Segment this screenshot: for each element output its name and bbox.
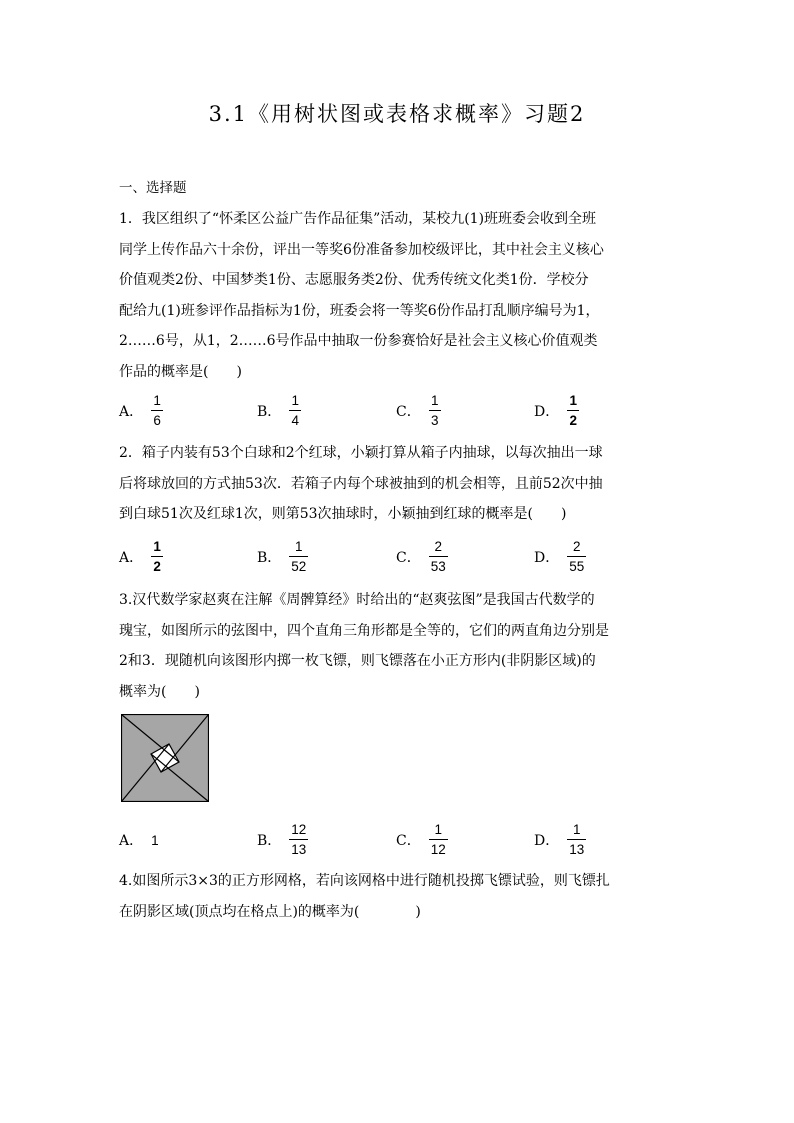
fraction-bar bbox=[289, 839, 308, 840]
denominator: 6 bbox=[153, 413, 161, 428]
denominator: 2 bbox=[153, 559, 161, 574]
page-title: 3.1《用树状图或表格求概率》习题2 bbox=[208, 102, 586, 126]
question-2-line: 到白球51次及红球1次，则第53次抽球时，小颖抽到红球的概率是( ) bbox=[119, 506, 567, 522]
zhao-shuang-chord-figure bbox=[121, 714, 209, 802]
denominator: 12 bbox=[430, 842, 446, 857]
question-1-line: 2……6号，从1，2……6号作品中抽取一份参赛恰好是社会主义核心价值观类 bbox=[119, 333, 598, 349]
question-1-line: 价值观类2份、中国梦类1份、志愿服务类2份、优秀传统文化类1份．学校分 bbox=[119, 272, 589, 288]
option-d bbox=[534, 537, 586, 577]
fraction bbox=[151, 539, 163, 575]
numerator: 1 bbox=[291, 393, 300, 408]
denominator: 52 bbox=[291, 559, 307, 574]
option-a bbox=[119, 537, 163, 577]
denominator: 55 bbox=[569, 559, 585, 574]
numerator: 1 bbox=[572, 822, 581, 837]
fraction-bar bbox=[567, 839, 586, 840]
denominator: 2 bbox=[569, 413, 577, 428]
option-d bbox=[534, 391, 579, 431]
numerator: 1 bbox=[153, 393, 161, 408]
option-label: C． bbox=[396, 550, 421, 566]
fraction-bar bbox=[289, 410, 301, 411]
option-c bbox=[396, 537, 448, 577]
option-b bbox=[257, 537, 308, 577]
option-label: A． bbox=[119, 404, 144, 420]
denominator: 13 bbox=[291, 842, 307, 857]
question-2-line: 2．箱子内装有53个白球和2个红球，小颖打算从箱子内抽球，以每次抽出一球 bbox=[119, 445, 603, 461]
option-a bbox=[119, 820, 159, 860]
question-1-line: 同学上传作品六十余份，评出一等奖6份准备参加校级评比，其中社会主义核心 bbox=[119, 241, 604, 258]
option-a bbox=[119, 391, 163, 431]
fraction bbox=[567, 539, 586, 575]
option-label: B． bbox=[257, 404, 282, 420]
fraction-bar bbox=[567, 556, 586, 557]
fraction-bar bbox=[289, 556, 308, 557]
fraction bbox=[289, 393, 301, 429]
question-4-line: 4.如图所示3×3的正方形网格，若向该网格中进行随机投掷飞镖试验，则飞镖扎 bbox=[119, 873, 610, 889]
fraction bbox=[429, 539, 448, 575]
section-heading: 一、选择题 bbox=[119, 180, 187, 196]
option-label: D． bbox=[534, 550, 560, 566]
question-1-line: 1．我区组织了“怀柔区公益广告作品征集”活动，某校九(1)班班委会收到全班 bbox=[119, 211, 597, 227]
denominator: 53 bbox=[430, 559, 446, 574]
question-3-line: 概率为( ) bbox=[119, 683, 200, 700]
option-label: A． bbox=[119, 550, 144, 566]
option-c bbox=[396, 391, 441, 431]
question-1 bbox=[119, 204, 677, 387]
option-value: 1 bbox=[151, 832, 159, 848]
option-c bbox=[396, 820, 448, 860]
fraction-bar bbox=[429, 556, 448, 557]
numerator: 2 bbox=[572, 539, 581, 554]
option-label: D． bbox=[534, 833, 560, 849]
fraction-bar bbox=[151, 556, 163, 557]
numerator: 1 bbox=[295, 539, 303, 554]
fraction-bar bbox=[151, 410, 163, 411]
fraction bbox=[151, 393, 163, 429]
option-label: C． bbox=[396, 833, 421, 849]
denominator: 13 bbox=[569, 842, 585, 857]
fraction-bar bbox=[567, 410, 579, 411]
numerator: 12 bbox=[291, 822, 307, 837]
numerator: 1 bbox=[153, 539, 161, 554]
question-2-options bbox=[119, 537, 679, 577]
option-b bbox=[257, 391, 301, 431]
numerator: 1 bbox=[569, 393, 577, 408]
fraction bbox=[567, 393, 579, 429]
fraction-bar bbox=[429, 410, 441, 411]
denominator: 3 bbox=[430, 413, 439, 428]
question-3 bbox=[119, 585, 677, 707]
question-3-line: 瑰宝，如图所示的弦图中，四个直角三角形都是全等的，它们的两直角边分别是 bbox=[119, 622, 609, 639]
option-label: C． bbox=[396, 404, 421, 420]
question-3-line: 2和3．现随机向该图形内掷一枚飞镖，则飞镖落在小正方形内(非阴影区域)的 bbox=[119, 653, 596, 669]
denominator: 4 bbox=[291, 413, 300, 428]
fraction bbox=[429, 822, 448, 858]
option-label: B． bbox=[257, 833, 282, 849]
question-2 bbox=[119, 438, 677, 530]
option-d bbox=[534, 820, 586, 860]
question-2-line: 后将球放回的方式抽53次．若箱子内每个球被抽到的机会相等，且前52次中抽 bbox=[119, 475, 603, 492]
question-1-options bbox=[119, 391, 679, 431]
fraction bbox=[567, 822, 586, 858]
fraction bbox=[289, 539, 308, 575]
fraction-bar bbox=[429, 839, 448, 840]
question-3-line: 3.汉代数学家赵爽在注解《周髀算经》时给出的“赵爽弦图”是我国古代数学的 bbox=[119, 592, 595, 608]
fraction bbox=[429, 393, 441, 429]
option-label: B． bbox=[257, 550, 282, 566]
option-b bbox=[257, 820, 308, 860]
question-4 bbox=[119, 866, 677, 927]
question-1-line: 配给九(1)班参评作品指标为1份，班委会将一等奖6份作品打乱顺序编号为1， bbox=[119, 302, 600, 319]
numerator: 1 bbox=[434, 822, 442, 837]
question-1-line: 作品的概率是( ) bbox=[119, 363, 242, 380]
option-label: D． bbox=[534, 404, 560, 420]
numerator: 2 bbox=[434, 539, 442, 554]
question-4-line: 在阴影区域(顶点均在格点上)的概率为( ) bbox=[119, 903, 421, 920]
fraction bbox=[289, 822, 308, 858]
numerator: 1 bbox=[430, 393, 439, 408]
option-label: A． bbox=[119, 833, 144, 849]
question-3-options bbox=[119, 820, 679, 860]
